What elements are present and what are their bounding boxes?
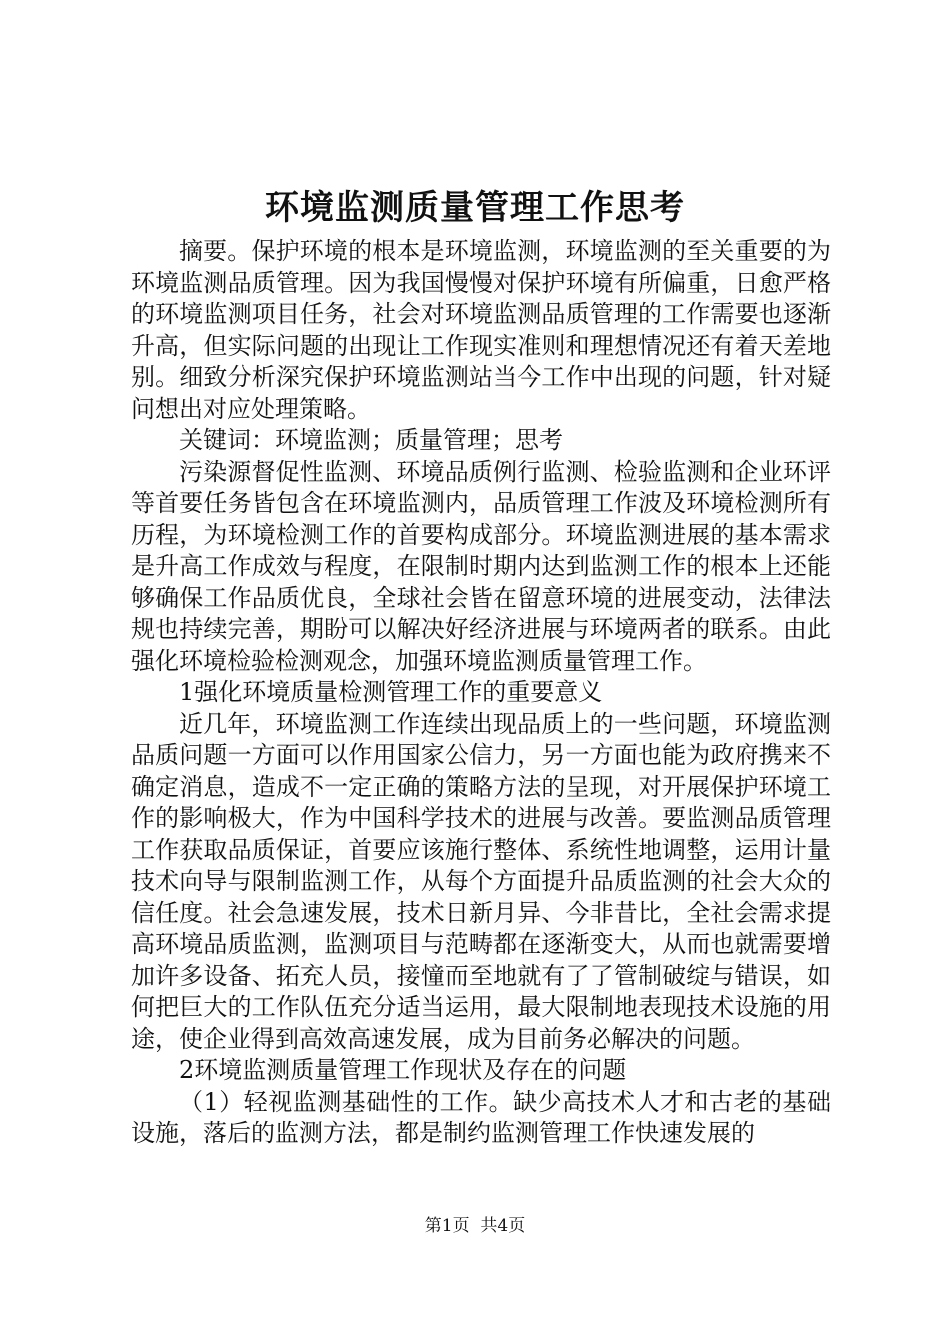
abstract-paragraph: 摘要。保护环境的根本是环境监测，环境监测的至关重要的为环境监测品质管理。因为我国慢慢对保护环境有所偏重，日愈严格的环境监测项目任务，社会对环境监测品质管理的工作需要也逐渐升高，但实际问题的出现让工作现实准则和理想情况还有着天差地别。细致分析深究保护环境监测站当今工作中出现的问题，针对疑问想出对应处理策略。	[131, 237, 831, 423]
document-body	[131, 236, 831, 1150]
section-heading-2: 2环境监测质量管理工作现状及存在的问题	[179, 1056, 627, 1084]
page-number: 第1页	[424, 1216, 470, 1236]
keywords-paragraph: 关键词：环境监测；质量管理；思考	[179, 426, 563, 454]
intro-paragraph: 污染源督促性监测、环境品质例行监测、检验监测和企业环评等首要任务皆包含在环境监测内，品质管理工作波及环境检测所有历程，为环境检测工作的首要构成部分。环境监测进展的基本需求是升高工作成效与程度，在限制时期内达到监测工作的根本上还能够确保工作品质优良，全球社会皆在留意环境的进展变动，法律法规也持续完善，期盼可以解决好经济进展与环境两者的联系。由此强化环境检验检测观念，加强环境监测质量管理工作。	[131, 457, 831, 675]
section-2-paragraph: （1）轻视监测基础性的工作。缺少高技术人才和古老的基础设施，落后的监测方法，都是制约监测管理工作快速发展的	[131, 1087, 831, 1147]
section-heading-1: 1强化环境质量检测管理工作的重要意义	[179, 678, 603, 706]
page-footer	[0, 1214, 950, 1238]
section-1-paragraph: 近几年，环境监测工作连续出现品质上的一些问题，环境监测品质问题一方面可以作用国家公信力，另一方面也能为政府携来不确定消息，造成不一定正确的策略方法的呈现，对开展保护环境工作的影响极大，作为中国科学技术的进展与改善。要监测品质管理工作获取品质保证，首要应该施行整体、系统性地调整，运用计量技术向导与限制监测工作，从每个方面提升品质监测的社会大众的信任度。社会急速发展，技术日新月异、今非昔比，全社会需求提高环境品质监测，监测项目与范畴都在逐渐变大，从而也就需要增加许多设备、拓充人员，接憧而至地就有了了管制破绽与错误，如何把巨大的工作队伍充分适当运用，最大限制地表现技术设施的用途，使企业得到高效高速发展，成为目前务必解决的问题。	[131, 709, 831, 1053]
page-total: 共4页	[480, 1216, 526, 1236]
document-title: 环境监测质量管理工作思考	[265, 188, 685, 228]
